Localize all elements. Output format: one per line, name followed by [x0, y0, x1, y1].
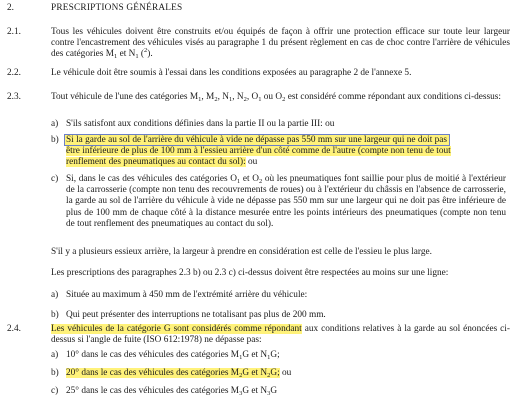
paragraph-text: Les véhicules de la catégorie G sont considérés comme répondant aux conditions relatives à la garde au sol énoncées ci-dessus si l'angle de fuite (ISO 612:1978) ne dépasse pas:	[51, 324, 510, 346]
highlight-line: être inférieure de plus de 100 mm à l'essieu arrière d'un côté comme de l'autre (compte non tenu de tout	[66, 146, 451, 157]
list-text: 20° dans le cas des véhicules des catégories $M_2G$ et $N_2G$; ou	[66, 368, 292, 379]
highlight-text: Les véhicules de la catégorie G sont considérés comme répondant	[51, 324, 302, 334]
list-label: b)	[51, 368, 59, 378]
paragraph-text: Le véhicule doit être soumis à l'essai dans les conditions exposées au paragraphe 2 de l'annexe 5.	[51, 68, 412, 78]
paragraph-number: 2.2.	[7, 68, 21, 78]
list-label: a)	[51, 290, 59, 300]
list-text: 25° dans le cas des véhicules des catégories $M_3G$ et $N_3G$	[66, 386, 278, 397]
heading-title: PRESCRIPTIONS GÉNÉRALES	[51, 3, 183, 13]
list-text: Si la garde au sol de l'arrière du véhicule à vide ne dépasse pas 550 mm sur une largeur qui ne doit pas être inférieure de plus de 100 mm à l'essieu arrière d'un côté comme de l'autre (compte non tenu de tout renflement des pneumatiques au contact du sol): ou	[66, 135, 451, 168]
highlight-text: 20° dans le cas des véhicules des catégories $M_2G$ et $N_2G$;	[66, 368, 280, 379]
paragraph-text: S'il y a plusieurs essieux arrière, la largeur à prendre en considération est celle de l'essieu le plus large.	[51, 247, 432, 257]
paragraph-number: 2.1.	[7, 27, 21, 37]
highlight-line: Si la garde au sol de l'arrière du véhicule à vide ne dépasse pas 550 mm sur une largeur qui ne doit pas	[64, 134, 450, 146]
list-label: c)	[51, 386, 59, 396]
list-text: 10° dans le cas des véhicules des catégories $M_1G$ et $N_1G$;	[66, 350, 280, 361]
list-text: S'ils satisfont aux conditions définies dans la partie II ou la partie III: ou	[66, 119, 335, 129]
heading-number: 2.	[7, 3, 14, 13]
list-label: c)	[51, 174, 59, 184]
list-text: Qui peut présenter des interruptions ne totalisant pas plus de 200 mm.	[66, 310, 326, 320]
list-label: a)	[51, 119, 59, 129]
list-label: a)	[51, 350, 59, 360]
list-text: Si, dans le cas des véhicules des catégories $O_1$ et $O_2$ où les pneumatiques font saillie pour plus de moitié à l'extérieur de la carrosserie (compte non tenu des recouvrements de roues) ou à l'extérieur du châssis en l'absence de carrosserie, la garde au sol de l'arrière du véhicule à vide ne dépasse pas 550 mm sur une largeur qui ne doit pas être inférieure de plus de 100 mm de chaque côté à la distance mesurée entre les points intérieurs des pneumatiques (compte non tenu de tout renflement des pneumatiques au contact du sol).	[66, 174, 506, 229]
paragraph-number: 2.4.	[7, 324, 21, 334]
highlight-line: renflement des pneumatiques au contact du sol):	[66, 157, 246, 168]
paragraph-number: 2.3.	[7, 92, 21, 102]
list-label: b)	[51, 310, 59, 320]
paragraph-text: Tout véhicule de l'une des catégories $M_1$, $M_2$, $N_1$, $N_2$, $O_1$ ou $O_2$ est considéré comme répondant aux conditions ci-dessus:	[51, 92, 501, 103]
paragraph-text: Tous les véhicules doivent être construits et/ou équipés de façon à offrir une protection efficace sur toute leur largeur contre l'encastrement des véhicules visés au paragraphe 1 du présent règlement en cas de choc contre l'arrière de véhicules des catégories $M_1$ et $N_1$ ($^2$).	[51, 27, 510, 61]
list-label: b)	[51, 135, 59, 145]
list-text: Située au maximum à 450 mm de l'extrémité arrière du véhicule:	[66, 290, 308, 300]
paragraph-text: Les prescriptions des paragraphes 2.3 b) ou 2.3 c) ci-dessus doivent être respectées au moins sur une ligne:	[51, 268, 449, 278]
